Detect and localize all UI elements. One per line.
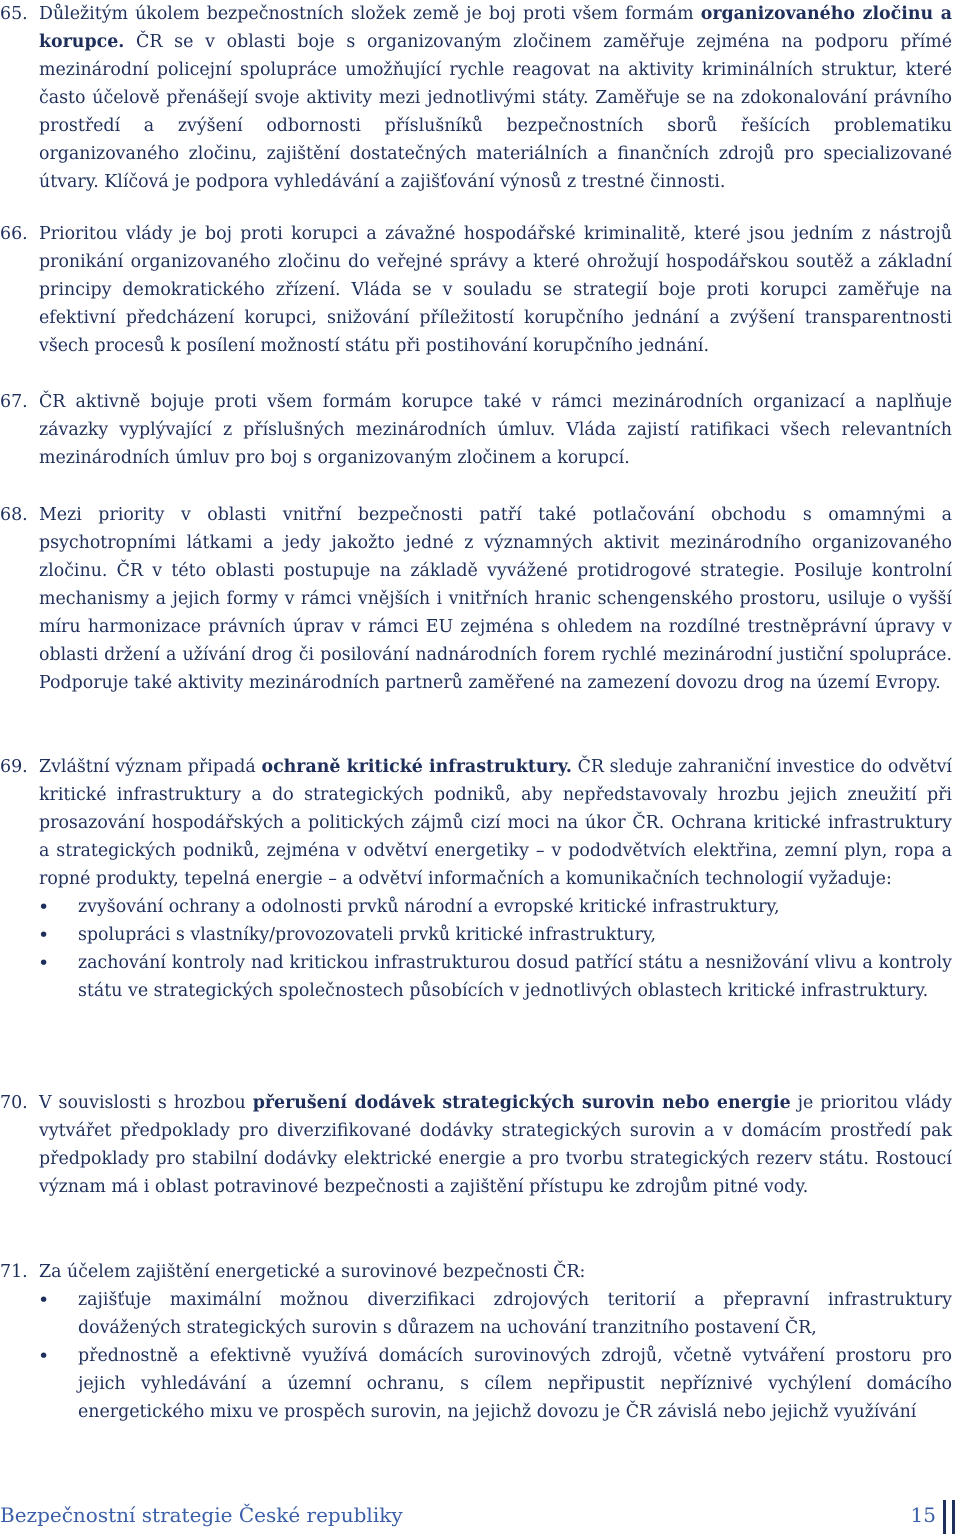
paragraph-67 <box>0 388 952 472</box>
footer-bar-decoration <box>943 1500 946 1534</box>
list-item: • zvyšování ochrany a odolnosti prvků národní a evropské kritické infrastruktury, <box>0 893 952 921</box>
paragraph-number: 67. <box>0 392 28 412</box>
paragraph-text: Prioritou vlády je boj proti korupci a závažné hospodářské kriminalitě, které jsou jedním z nástrojů pronikání organizovaného zločinu do veřejné správy a které ohrožují hospodářskou soutěž a základní principy demokratického zřízení. Vláda se v souladu se strategií boje proti korupci zaměřuje na efektivní předcházení korupci, snižování příležitostí korupčního jednání a zvýšení transparentnosti všech procesů k posílení možností státu při postihování korupčního jednání. <box>39 224 952 356</box>
paragraph-text: Zvláštní význam připadá ochraně kritické infrastruktury. ČR sleduje zahraniční investice do odvětví kritické infrastruktury a do strategických podniků, aby nepředstavovaly hrozbu jejich zneužití při prosazování hospodářských a politických zájmů cizí moci na úkor ČR. Ochrana kritické infrastruktury a strategických podniků, zejména v odvětví energetiky – v pododvětvích elektřina, zemní plyn, ropa a ropné produkty, tepelná energie – a odvětví informačních a komunikačních technologií vyžaduje: <box>39 757 952 889</box>
paragraph-66 <box>0 220 952 360</box>
paragraph-70 <box>0 1089 952 1201</box>
paragraph-text: Za účelem zajištění energetické a surovinové bezpečnosti ČR: <box>39 1262 586 1282</box>
page-footer <box>0 1500 960 1534</box>
bullet-icon: • <box>38 1345 50 1367</box>
bullet-list <box>0 893 952 1005</box>
paragraph-65 <box>0 0 952 196</box>
paragraph-68 <box>0 501 952 697</box>
paragraph-text: V souvislosti s hrozbou přerušení dodávek strategických surovin nebo energie je prioritou vlády vytvářet předpoklady pro diverzifikované dodávky strategických surovin a v domácím prostředí pak předpoklady pro stabilní dodávky elektrické energie a pro tvorbu strategických rezerv státu. Rostoucí význam má i oblast potravinové bezpečnosti a zajištění přístupu ke zdrojům pitné vody. <box>39 1093 952 1197</box>
paragraph-number: 71. <box>0 1262 28 1282</box>
paragraph-number: 68. <box>0 505 28 525</box>
bullet-icon: • <box>38 1289 50 1311</box>
paragraph-number: 66. <box>0 224 28 244</box>
bullet-icon: • <box>38 952 50 974</box>
paragraph-text: Mezi priority v oblasti vnitřní bezpečnosti patří také potlačování obchodu s omamnými a psychotropními látkami a jedy jakožto jedné z významných aktivit mezinárodního organizovaného zločinu. ČR v této oblasti postupuje na základě vyvážené protidrogové strategie. Posiluje kontrolní mechanismy a jejich formy v rámci vnějších i vnitřních hranic schengenského prostoru, usiluje o vyšší míru harmonizace právních úprav v rámci EU zejména s ohledem na rozdílné trestněprávní úpravy v oblasti držení a užívání drog či posilování nadnárodních forem rychlé mezinárodní justiční spolupráce. Podporuje také aktivity mezinárodních partnerů zaměřené na zamezení dovozu drog na území Evropy. <box>39 505 952 693</box>
list-item: • spolupráci s vlastníky/provozovateli prvků kritické infrastruktury, <box>0 921 952 949</box>
paragraph-number: 65. <box>0 4 28 24</box>
bullet-icon: • <box>38 924 50 946</box>
footer-bar-decoration <box>952 1500 955 1534</box>
paragraph-69 <box>0 753 952 1005</box>
list-item: • zachování kontroly nad kritickou infrastrukturou dosud patřící státu a nesnižování vlivu a kontroly státu ve strategických společnostech působících v jednotlivých oblastech kritické infrastruktury. <box>0 949 952 1005</box>
paragraph-71 <box>0 1258 952 1426</box>
paragraph-number: 69. <box>0 757 28 777</box>
paragraph-text: ČR aktivně bojuje proti všem formám korupce také v rámci mezinárodních organizací a naplňuje závazky vyplývající z příslušných mezinárodních úmluv. Vláda zajistí ratifikaci všech relevantních mezinárodních úmluv pro boj s organizovaným zločinem a korupcí. <box>39 392 952 468</box>
paragraph-text: Důležitým úkolem bezpečnostních složek země je boj proti všem formám organizovaného zločinu a korupce. ČR se v oblasti boje s organizovaným zločinem zaměřuje zejména na podporu přímé mezinárodní policejní spolupráce umožňující rychle reagovat na aktivity kriminálních struktur, které často účelově přenášejí svoje aktivity mezi jednotlivými státy. Zaměřuje se na zdokonalování právního prostředí a zvýšení odbornosti příslušníků bezpečnostních sborů řešících problematiku organizovaného zločinu, zajištění dostatečných materiálních a finančních zdrojů pro specializované útvary. Klíčová je podpora vyhledávání a zajišťování výnosů z trestné činnosti. <box>39 4 952 192</box>
paragraph-number: 70. <box>0 1093 28 1113</box>
bullet-list <box>0 1286 952 1426</box>
list-item: • zajišťuje maximální možnou diverzifikaci zdrojových teritorií a přepravní infrastruktury dovážených strategických surovin s důrazem na uchování tranzitního postavení ČR, <box>0 1286 952 1342</box>
footer-document-title: Bezpečnostní strategie České republiky <box>0 1503 403 1527</box>
page-number: 15 <box>910 1503 936 1527</box>
bullet-icon: • <box>38 896 50 918</box>
list-item: • přednostně a efektivně využívá domácích surovinových zdrojů, včetně vytváření prostoru pro jejich vyhledávání a územní ochranu, s cílem nepřipustit nepříznivé vychýlení domácího energetického mixu ve prospěch surovin, na jejichž dovozu je ČR závislá nebo jejichž využívání <box>0 1342 952 1426</box>
